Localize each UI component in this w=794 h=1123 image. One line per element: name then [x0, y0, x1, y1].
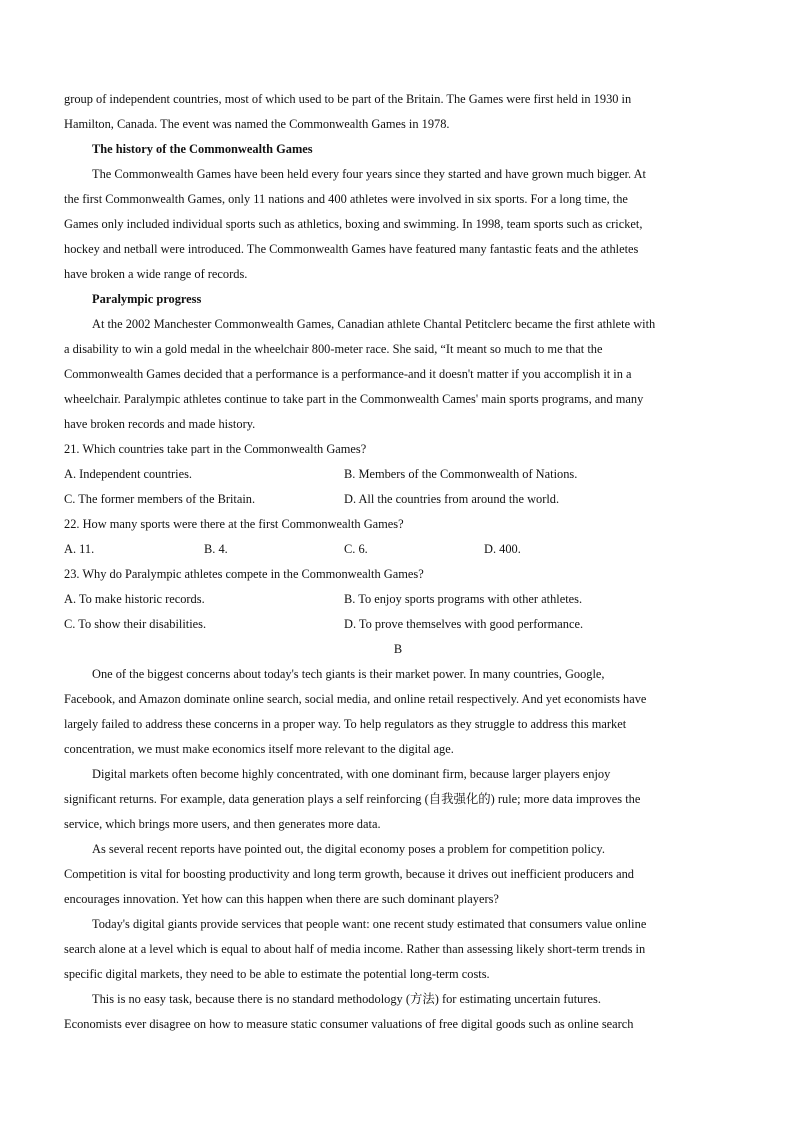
question-22-options — [64, 537, 732, 562]
question-22-option-c: C. 6. — [344, 542, 368, 556]
question-22-stem: 22. How many sports were there at the first Commonwealth Games? — [64, 517, 404, 531]
body-line: have broken a wide range of records. — [64, 267, 248, 281]
body-line: specific digital markets, they need to be able to estimate the potential long-term costs. — [64, 967, 490, 981]
question-23-option-b: B. To enjoy sports programs with other athletes. — [344, 592, 583, 606]
question-23-options-row-1 — [64, 587, 732, 612]
body-line: hockey and netball were introduced. The Commonwealth Games have featured many fantastic feats and the athletes — [64, 242, 639, 256]
body-line: encourages innovation. Yet how can this happen when there are such dominant players? — [64, 892, 499, 906]
question-21-options-row-2 — [64, 487, 732, 512]
section-heading-paralympic: Paralympic progress — [92, 292, 202, 306]
body-line: Hamilton, Canada. The event was named the Commonwealth Games in 1978. — [64, 117, 450, 131]
body-line: Today's digital giants provide services that people want: one recent study estimated that consumers value online — [92, 917, 647, 931]
body-line: Facebook, and Amazon dominate online search, social media, and online retail respectively. And yet economists have — [64, 692, 647, 706]
question-21-option-d: D. All the countries from around the world. — [344, 492, 560, 506]
question-22-option-b: B. 4. — [204, 542, 228, 556]
body-line: wheelchair. Paralympic athletes continue to take part in the Commonwealth Cames' main sports programs, and many — [64, 392, 644, 406]
question-23-option-c: C. To show their disabilities. — [64, 617, 207, 631]
body-line: Commonwealth Games decided that a performance is a performance-and it doesn't matter if you accomplish it in a — [64, 367, 632, 381]
body-line: largely failed to address these concerns in a proper way. To help regulators as they struggle to address this market — [64, 717, 627, 731]
question-22-option-d: D. 400. — [484, 542, 521, 556]
body-line: have broken records and made history. — [64, 417, 256, 431]
body-line: search alone at a level which is equal to about half of media income. Rather than assessing likely short-term trends in — [64, 942, 646, 956]
body-line: At the 2002 Manchester Commonwealth Games, Canadian athlete Chantal Petitclerc became the first athlete with — [92, 317, 656, 331]
body-line: As several recent reports have pointed out, the digital economy poses a problem for competition policy. — [92, 842, 605, 856]
body-line: significant returns. For example, data generation plays a self reinforcing (自我强化的) rule; more data improves the — [64, 792, 641, 806]
question-22-option-a: A. 11. — [64, 542, 95, 556]
body-line: This is no easy task, because there is no standard methodology (方法) for estimating uncertain futures. — [92, 992, 601, 1006]
section-heading-history: The history of the Commonwealth Games — [92, 142, 313, 156]
body-line: service, which brings more users, and then generates more data. — [64, 817, 381, 831]
body-line: concentration, we must make economics itself more relevant to the digital age. — [64, 742, 454, 756]
question-21-option-c: C. The former members of the Britain. — [64, 492, 256, 506]
document-page — [64, 87, 732, 1037]
section-b-label: B — [393, 642, 403, 656]
question-23-option-d: D. To prove themselves with good performance. — [344, 617, 584, 631]
body-line: Competition is vital for boosting productivity and long term growth, because it drives out inefficient producers and — [64, 867, 634, 881]
question-23-stem: 23. Why do Paralympic athletes compete in the Commonwealth Games? — [64, 567, 424, 581]
question-21-option-a: A. Independent countries. — [64, 467, 192, 481]
question-21-options-row-1 — [64, 462, 732, 487]
body-line: a disability to win a gold medal in the wheelchair 800-meter race. She said, “It meant so much to me that the — [64, 342, 603, 356]
body-line: One of the biggest concerns about today's tech giants is their market power. In many countries, Google, — [92, 667, 605, 681]
question-21-option-b: B. Members of the Commonwealth of Nations. — [344, 467, 578, 481]
body-line: Digital markets often become highly concentrated, with one dominant firm, because larger players enjoy — [92, 767, 611, 781]
question-21-stem: 21. Which countries take part in the Commonwealth Games? — [64, 442, 367, 456]
question-23-options-row-2 — [64, 612, 732, 637]
body-line: Economists ever disagree on how to measure static consumer valuations of free digital goods such as online search — [64, 1017, 634, 1031]
question-23-option-a: A. To make historic records. — [64, 592, 205, 606]
body-line: group of independent countries, most of which used to be part of the Britain. The Games were first held in 1930 in — [64, 92, 632, 106]
body-line: Games only included individual sports such as athletics, boxing and swimming. In 1998, team sports such as cricket, — [64, 217, 643, 231]
body-line: the first Commonwealth Games, only 11 nations and 400 athletes were involved in six sports. For a long time, the — [64, 192, 628, 206]
body-line: The Commonwealth Games have been held every four years since they started and have grown much bigger. At — [92, 167, 646, 181]
